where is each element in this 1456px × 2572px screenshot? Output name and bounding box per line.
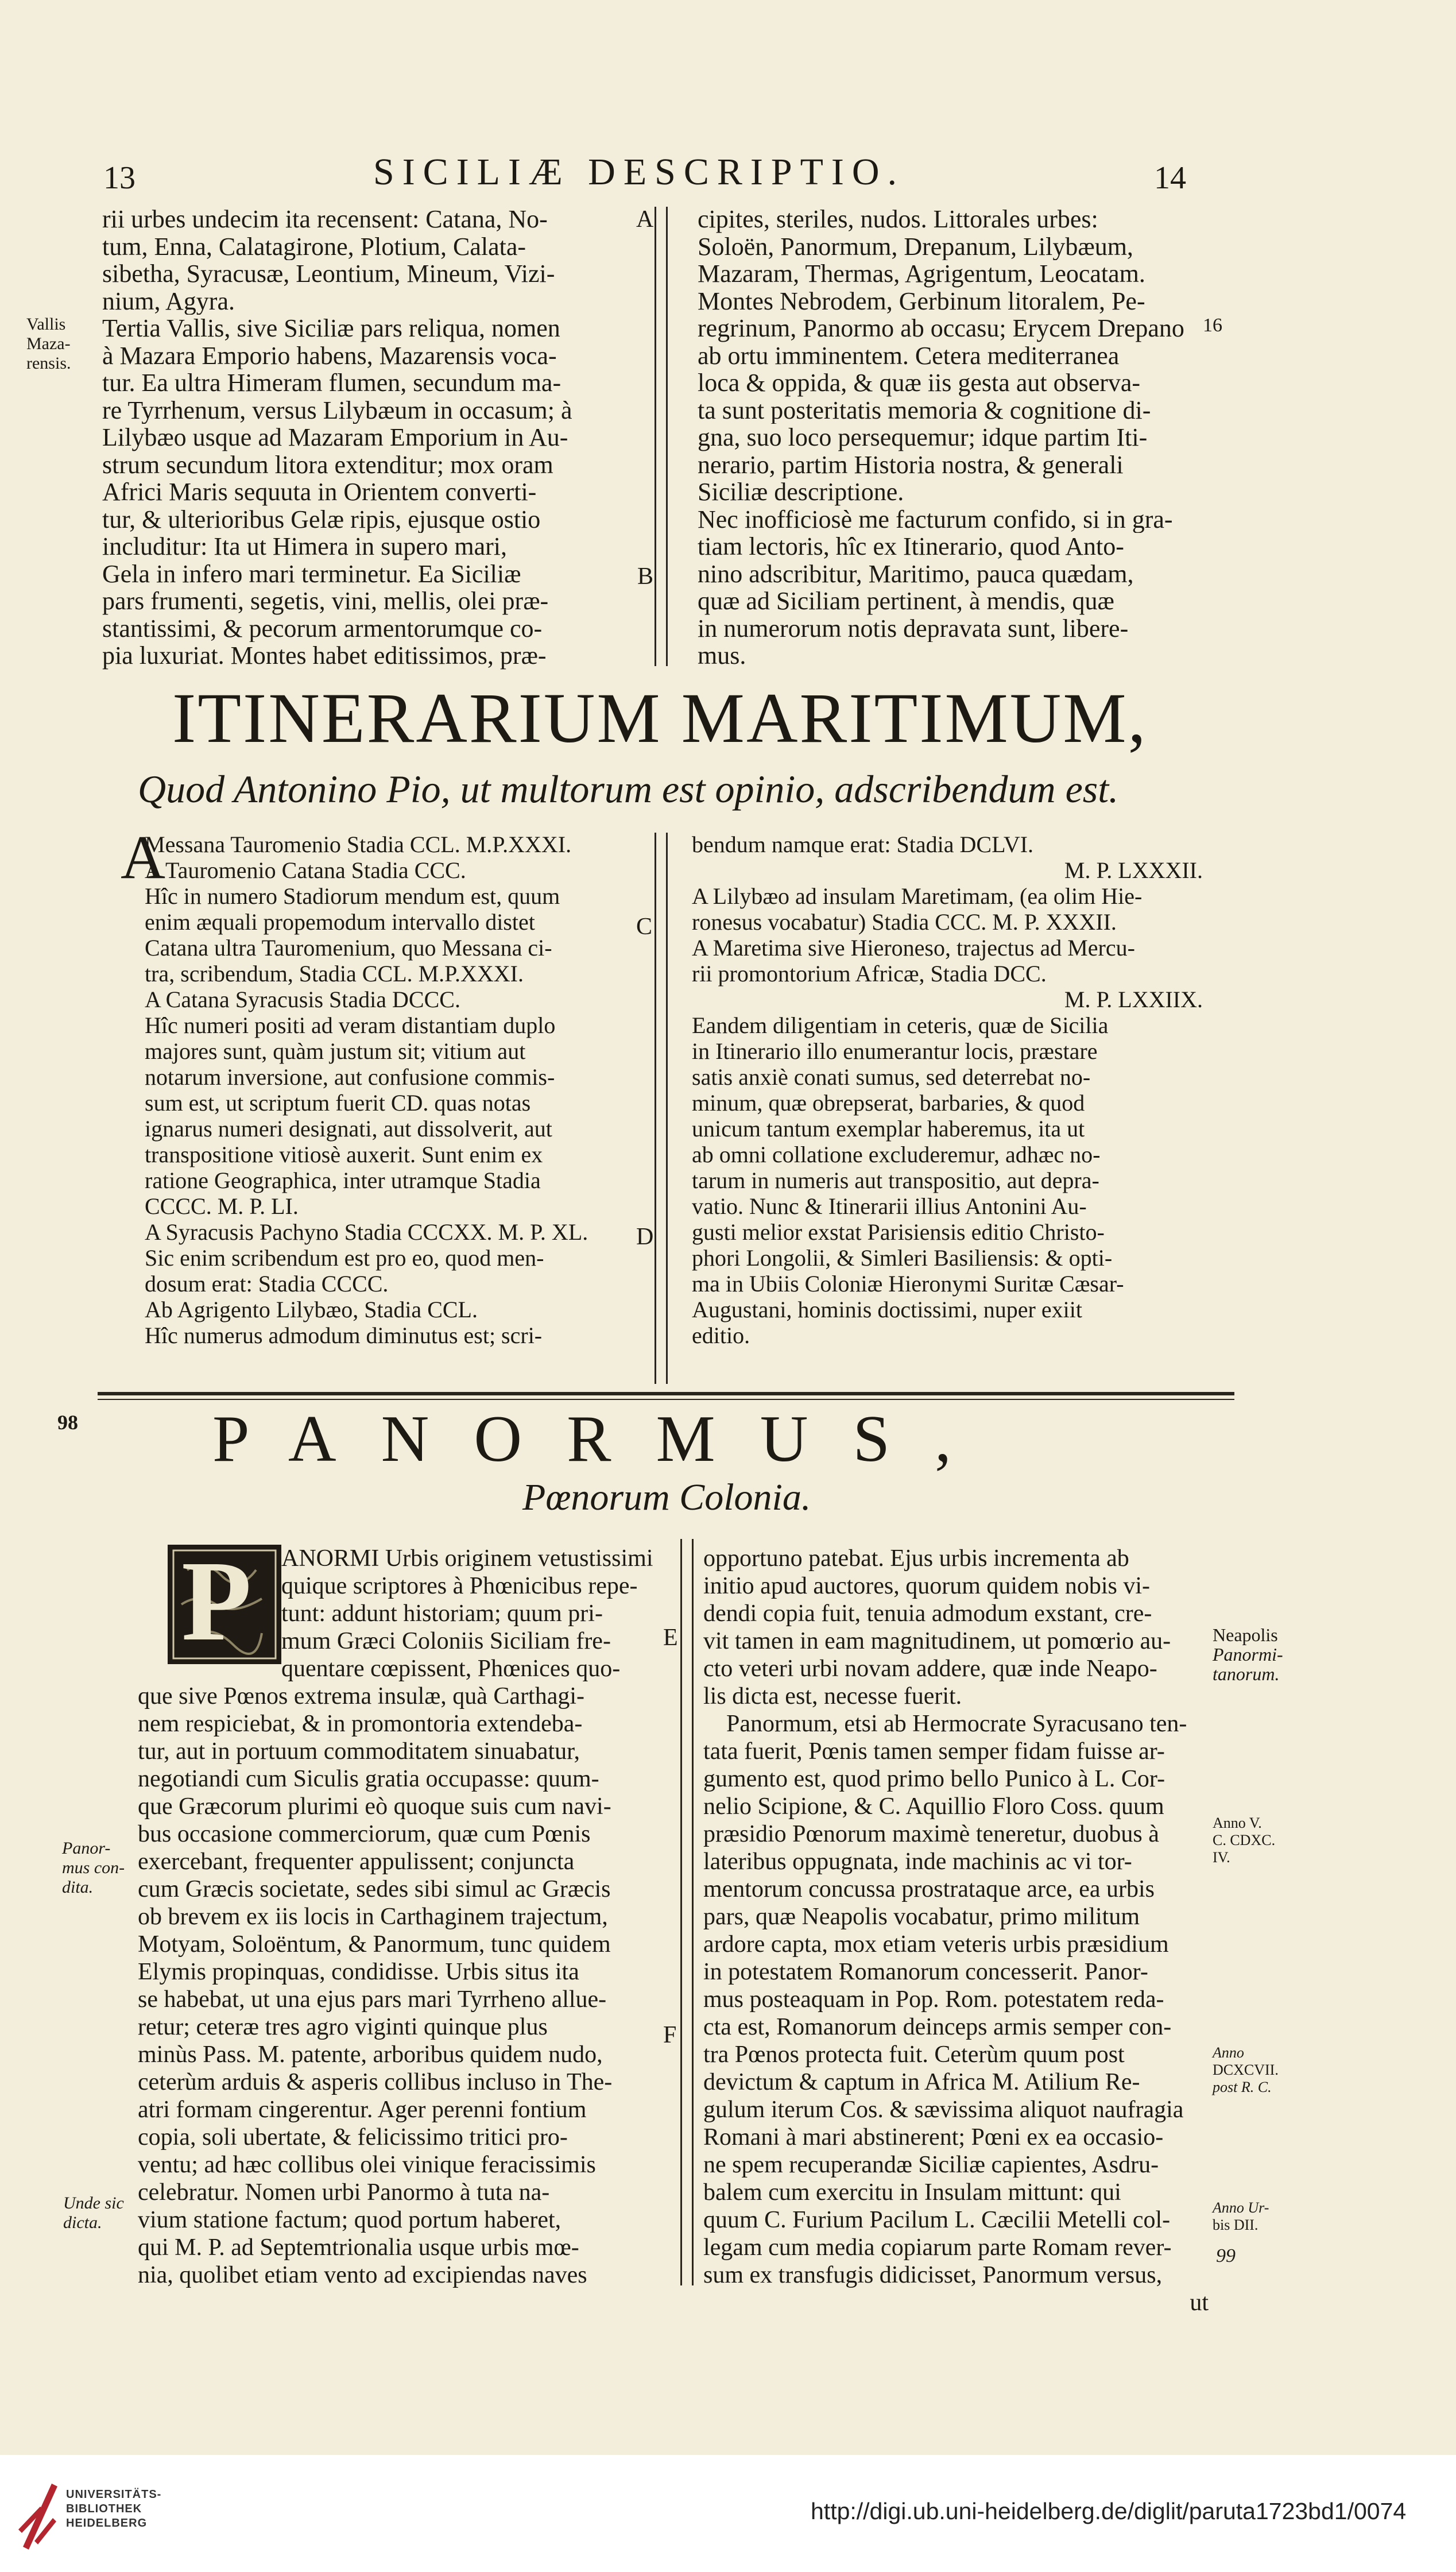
text-line: ta sunt posteritatis memoria & cognitione di- bbox=[698, 396, 1151, 424]
itinerarium-title: ITINERARIUM MARITIMUM, bbox=[172, 679, 1148, 757]
panormus-title: PANORMUS, bbox=[212, 1402, 996, 1476]
text-line: minùs Pass. M. patente, arboribus quidem nudo, bbox=[138, 2041, 603, 2068]
text-line: vium statione factum; quod portum haberet, bbox=[138, 2207, 562, 2233]
text-line: ventu; ad hæc collibus olei vinique feracissimis bbox=[138, 2152, 596, 2178]
text-line: mentorum concussa prostrataque arce, ea urbis bbox=[703, 1876, 1155, 1902]
text-line: Motyam, Soloëntum, & Panormum, tunc quidem bbox=[138, 1931, 611, 1958]
text-line: regrinum, Panormo ab occasu; Erycem Drepano bbox=[698, 315, 1184, 342]
text-line: Ab Agrigento Lilybæo, Stadia CCL. bbox=[145, 1297, 478, 1322]
text-line: mum Græci Coloniis Siciliam fre- bbox=[281, 1628, 611, 1654]
text-line: tra, scribendum, Stadia CCL. M.P.XXXI. bbox=[145, 961, 524, 987]
text-line: ut bbox=[1190, 2289, 1209, 2316]
text-line: in Itinerario illo enumerantur locis, præstare bbox=[692, 1038, 1098, 1064]
text-line: ardore capta, mox etiam veteris urbis præsidium bbox=[703, 1931, 1169, 1958]
panormus-right-column bbox=[703, 1545, 1209, 2316]
column-marker-f: F bbox=[663, 2022, 677, 2048]
source-url-link[interactable]: http://digi.ub.uni-heidelberg.de/diglit/paruta1723bd1/0074 bbox=[811, 2498, 1407, 2524]
text-line: mus posteaquam in Pop. Rom. potestatem reda- bbox=[703, 1986, 1164, 2013]
text-line: ma in Ubiis Coloniæ Hieronymi Suritæ Cæsar- bbox=[692, 1271, 1124, 1297]
text-line: ab ortu imminentem. Cetera mediterranea bbox=[698, 342, 1120, 369]
side-note-vallis: Vallis Maza- rensis. bbox=[26, 315, 71, 373]
side-note-neapolis: Neapolis Panormi- tanorum. bbox=[1213, 1625, 1283, 1684]
running-title: SICILIÆ DESCRIPTIO. bbox=[373, 151, 905, 193]
side-note-unde-dicta: Unde sic dicta. bbox=[63, 2194, 124, 2232]
text-line: gna, suo loco persequemur; idque partim Iti- bbox=[698, 424, 1148, 451]
text-line: ceterùm arduis & asperis collibus incluso in The- bbox=[138, 2069, 613, 2095]
text-line: tarum in numeris aut transpositio, aut depra- bbox=[692, 1167, 1099, 1193]
text-line: tunt: addunt historiam; quum pri- bbox=[281, 1600, 603, 1627]
text-line: quentare cœpissent, Phœnices quo- bbox=[281, 1656, 621, 1682]
text-line: Montes Nebrodem, Gerbinum litoralem, Pe- bbox=[698, 287, 1145, 315]
text-line: Panormum, etsi ab Hermocrate Syracusano ten- bbox=[726, 1711, 1187, 1737]
panormus-leading-number: 98 bbox=[57, 1411, 78, 1434]
text-line: retur; ceteræ tres agro viginti quinque plus bbox=[138, 2014, 548, 2040]
section-divider bbox=[98, 1392, 1234, 1395]
side-note-anno-v: Anno V. C. CDXC. IV. bbox=[1213, 1815, 1276, 1866]
text-line: mus. bbox=[698, 642, 746, 670]
panormus-left-column bbox=[138, 1545, 655, 2289]
text-line: ob brevem ex iis locis in Carthaginem trajectum, bbox=[138, 1904, 608, 1930]
text-line: enim æquali propemodum intervallo distet bbox=[145, 909, 535, 935]
text-line: legam cum media copiarum parte Romam rever- bbox=[703, 2234, 1172, 2261]
text-line: A Syracusis Pachyno Stadia CCCXX. M. P. XL. bbox=[145, 1219, 588, 1245]
text-line: celebratur. Nomen urbi Panormo à tuta na- bbox=[138, 2179, 550, 2206]
text-line: Siciliæ descriptione. bbox=[698, 478, 904, 506]
text-line: editio. bbox=[692, 1322, 750, 1348]
text-line: Soloën, Panormum, Drepanum, Lilybæum, bbox=[698, 233, 1133, 260]
text-line: in numerorum notis depravata sunt, libere- bbox=[698, 614, 1129, 642]
text-line: notarum inversione, aut confusione commis- bbox=[145, 1064, 555, 1090]
panormus-subtitle: Pœnorum Colonia. bbox=[522, 1476, 811, 1518]
text-line: Hîc numerus admodum diminutus est; scri- bbox=[145, 1322, 543, 1348]
column-marker-e: E bbox=[663, 1625, 678, 1651]
text-line: rii promontorium Africæ, Stadia DCC. bbox=[692, 961, 1047, 987]
text-line: transpositione vitiosè auxerit. Sunt enim ex bbox=[145, 1142, 543, 1167]
itinerarium-subtitle: Quod Antonino Pio, ut multorum est opinio, adscribendum est. bbox=[138, 767, 1119, 811]
text-line: CCCC. M. P. LI. bbox=[145, 1193, 299, 1219]
text-line: majores sunt, quàm justum sit; vitium aut bbox=[145, 1038, 526, 1064]
text-line: rii urbes undecim ita recensent: Catana, No- bbox=[102, 206, 548, 233]
text-line: ignarus numeri designati, aut dissolverit, aut bbox=[145, 1116, 552, 1142]
text-line: que sive Pœnos extrema insulæ, quà Carthagi- bbox=[138, 1683, 585, 1709]
text-line: ratione Geographica, inter utramque Stadia bbox=[145, 1167, 541, 1193]
page-number-right: 14 bbox=[1154, 160, 1186, 196]
text-line: tur. Ea ultra Himeram flumen, secundum ma- bbox=[102, 369, 562, 397]
text-line: ab omni collatione excluderemur, adhæc no- bbox=[692, 1142, 1101, 1167]
text-line: negotiandi cum Siculis gratia occupasse: quum- bbox=[138, 1766, 599, 1792]
text-line: Africi Maris sequuta in Orientem converti- bbox=[102, 478, 537, 506]
side-note-panormus-condita: Panor- mus con- dita. bbox=[62, 1839, 125, 1897]
column-marker-c: C bbox=[636, 914, 653, 940]
column-rule-panormus bbox=[680, 1539, 682, 2285]
text-line: Sic enim scribendum est pro eo, quod men- bbox=[145, 1245, 544, 1271]
text-line: nerario, partim Historia nostra, & generali bbox=[698, 451, 1124, 478]
page-number-left: 13 bbox=[103, 160, 135, 196]
text-line: à Mazara Emporio habens, Mazarensis voca- bbox=[102, 342, 557, 369]
column-marker-b: B bbox=[637, 563, 654, 590]
text-line: balem cum exercitu in Insulam mittunt: qui bbox=[703, 2179, 1121, 2206]
text-line: cta est, Romanorum deinceps armis semper con- bbox=[703, 2014, 1172, 2040]
text-line: quum C. Furium Pacilum L. Cæcilii Metelli col- bbox=[703, 2207, 1171, 2233]
text-line: tum, Enna, Calatagirone, Plotium, Calata- bbox=[102, 233, 526, 260]
text-line: A Catana Syracusis Stadia DCCC. bbox=[145, 987, 460, 1012]
text-line: Hîc in numero Stadiorum mendum est, quum bbox=[145, 883, 560, 909]
text-line: A Tauromenio Catana Stadia CCC. bbox=[145, 857, 466, 883]
column-rule-itinerarium-2 bbox=[666, 833, 668, 1384]
text-line: minum, quæ obrepserat, barbaries, & quod bbox=[692, 1090, 1085, 1116]
text-line: strum secundum litora extenditur; mox oram bbox=[102, 451, 553, 478]
text-line: Tertia Vallis, sive Siciliæ pars reliqua, nomen bbox=[102, 315, 560, 342]
text-line: nium, Agyra. bbox=[102, 287, 235, 315]
text-line: tiam lectoris, hîc ex Itinerario, quod Anto- bbox=[698, 533, 1124, 560]
text-line: sum est, ut scriptum fuerit CD. quas notas bbox=[145, 1090, 531, 1116]
text-line: tur, & ulterioribus Gelæ ripis, ejusque ostio bbox=[102, 505, 541, 533]
text-line: bendum namque erat: Stadia DCLVI. bbox=[692, 831, 1034, 857]
margin-number-16: 16 bbox=[1203, 315, 1222, 336]
text-line: nino adscribitur, Maritimo, pauca quædam, bbox=[698, 560, 1134, 587]
text-line: pars, quæ Neapolis vocabatur, primo militum bbox=[703, 1904, 1140, 1930]
text-line: quæ ad Siciliam pertinent, à mendis, quæ bbox=[698, 587, 1114, 615]
text-line: A Lilybæo ad insulam Maretimam, (ea olim Hie- bbox=[692, 883, 1143, 909]
text-line: dendi copia fuit, tenuia admodum exstant, cre- bbox=[703, 1600, 1152, 1627]
column-rule-panormus-2 bbox=[692, 1539, 694, 2285]
text-line: que Græcorum plurimi eò quoque suis cum navi- bbox=[138, 1793, 611, 1820]
text-line: ronesus vocabatur) Stadia CCC. M. P. XXXII. bbox=[692, 909, 1117, 935]
text-line: Messana Tauromenio Stadia CCL. M.P.XXXI. bbox=[145, 831, 572, 857]
text-line: opportuno patebat. Ejus urbis incrementa ab bbox=[703, 1545, 1129, 1572]
drop-cap-p: P bbox=[181, 1538, 252, 1665]
text-line: cto veteri urbi novam addere, quæ inde Neapo- bbox=[703, 1656, 1157, 1682]
text-line: Mazaram, Thermas, Agrigentum, Leocatam. bbox=[698, 260, 1145, 288]
text-line: Catana ultra Tauromenium, quo Messana ci- bbox=[145, 935, 552, 961]
text-line: pars frumenti, segetis, vini, mellis, olei præ- bbox=[102, 587, 549, 615]
text-line: satis anxiè conati sumus, sed deterrebat no- bbox=[692, 1064, 1091, 1090]
text-line: includitur: Ita ut Himera in supero mari, bbox=[102, 533, 508, 560]
top-left-column bbox=[102, 206, 626, 670]
text-line: M. P. LXXXII. bbox=[1064, 857, 1203, 883]
text-line: lateribus oppugnata, inde machinis ac vi tor- bbox=[703, 1848, 1132, 1875]
text-line: initio apud auctores, quorum quidem nobis vi- bbox=[703, 1573, 1151, 1599]
text-line: M. P. LXXIIX. bbox=[1064, 987, 1203, 1012]
text-line: præsidio Pœnorum maximè teneretur, duobus à bbox=[703, 1821, 1159, 1847]
text-line: sum ex transfugis didicisset, Panormum versus, bbox=[703, 2262, 1163, 2288]
column-marker-a: A bbox=[636, 206, 654, 233]
text-line: se habebat, ut una ejus pars mari Tyrrheno allue- bbox=[138, 1986, 607, 2013]
margin-number-99: 99 bbox=[1216, 2245, 1236, 2267]
text-line: nelio Scipione, & C. Aquillio Floro Coss. quum bbox=[703, 1793, 1164, 1820]
text-line: sibetha, Syracusæ, Leontium, Mineum, Vizi- bbox=[102, 260, 555, 288]
text-line: pia luxuriat. Montes habet editissimos, præ- bbox=[102, 642, 547, 670]
text-line: exercebant, frequenter appulissent; conjuncta bbox=[138, 1848, 575, 1875]
text-line: Gela in infero mari terminetur. Ea Siciliæ bbox=[102, 560, 521, 587]
text-line: Lilybæo usque ad Mazaram Emporium in Au- bbox=[102, 424, 568, 451]
text-line: devictum & captum in Africa M. Atilium Re- bbox=[703, 2069, 1140, 2095]
text-line: lis dicta est, necesse fuerit. bbox=[703, 1683, 962, 1709]
text-line: tur, aut in portuum commoditatem sinuabatur, bbox=[138, 1738, 580, 1765]
footer-bar bbox=[0, 2455, 1456, 2572]
text-line: ANORMI Urbis originem vetustissimi bbox=[281, 1545, 653, 1572]
text-line: stantissimi, & pecorum armentorumque co- bbox=[102, 614, 543, 642]
text-line: qui M. P. ad Septemtrionalia usque urbis mœ- bbox=[138, 2234, 579, 2261]
text-line: atri formam cingerentur. Ager perenni fontium bbox=[138, 2097, 587, 2123]
side-note-anno-dcxcvii: Anno DCXCVII. post R. C. bbox=[1213, 2044, 1279, 2095]
text-line: tra Pœnos protecta fuit. Ceterùm quum post bbox=[703, 2041, 1125, 2068]
text-line: gusti melior exstat Parisiensis editio Christo- bbox=[692, 1219, 1105, 1245]
itinerarium-right-column bbox=[692, 831, 1203, 1348]
column-marker-d: D bbox=[636, 1224, 654, 1250]
text-line: unicum tantum exemplar haberemus, ita ut bbox=[692, 1116, 1085, 1142]
text-line: A Maretima sive Hieroneso, trajectus ad Mercu- bbox=[692, 935, 1135, 961]
text-line: gulum iterum Cos. & sævissima aliquot naufragia bbox=[703, 2097, 1184, 2123]
text-line: cum Græcis societate, sedes sibi simul ac Græcis bbox=[138, 1876, 611, 1902]
column-rule-itinerarium bbox=[655, 833, 656, 1384]
text-line: re Tyrrhenum, versus Lilybæum in occasum; à bbox=[102, 396, 572, 424]
text-line: phori Longolii, & Simleri Basiliensis: & opti- bbox=[692, 1245, 1113, 1271]
text-line: bus occasione commerciorum, quæ cum Pœnis bbox=[138, 1821, 591, 1847]
top-right-column bbox=[698, 206, 1197, 670]
text-line: gumento est, quod primo bello Punico à L. Cor- bbox=[703, 1766, 1165, 1792]
text-line: dosum erat: Stadia CCCC. bbox=[145, 1271, 389, 1297]
text-line: Nec inofficiosè me facturum confido, si in gra- bbox=[698, 505, 1173, 533]
text-line: Romani à mari abstinerent; Pœni ex ea occasio- bbox=[703, 2124, 1164, 2151]
text-line: tata fuerit, Pœnis tamen semper fidam fuisse ar- bbox=[703, 1738, 1165, 1765]
text-line: quique scriptores à Phœnicibus repe- bbox=[281, 1573, 638, 1599]
text-line: nem respiciebat, & in promontoria extendeba- bbox=[138, 1711, 583, 1737]
university-logo-icon bbox=[17, 2472, 59, 2552]
text-line: Eandem diligentiam in ceteris, quæ de Sicilia bbox=[692, 1012, 1109, 1038]
text-line: vatio. Nunc & Itinerarii illius Antonini Au- bbox=[692, 1193, 1087, 1219]
text-line: Augustani, hominis doctissimi, nuper exiit bbox=[692, 1297, 1082, 1322]
text-line: cipites, steriles, nudos. Littorales urbes: bbox=[698, 206, 1098, 233]
section-divider-thin bbox=[98, 1399, 1234, 1400]
text-line: vit tamen in eam magnitudinem, ut pomœrio au- bbox=[703, 1628, 1171, 1654]
text-line: Hîc numeri positi ad veram distantiam duplo bbox=[145, 1012, 556, 1038]
side-note-anno-urbis: Anno Ur- bis DII. bbox=[1213, 2199, 1269, 2233]
university-logo-text: UNIVERSITÄTS- BIBLIOTHEK HEIDELBERG bbox=[66, 2488, 162, 2530]
text-line: Elymis propinquas, condidisse. Urbis situs ita bbox=[138, 1959, 579, 1985]
itinerarium-left-column bbox=[145, 831, 633, 1348]
column-rule-top-2 bbox=[666, 207, 668, 666]
text-line: copia, soli ubertate, & felicissimo tritici pro- bbox=[138, 2124, 568, 2151]
text-line: in potestatem Romanorum concesserit. Panor- bbox=[703, 1959, 1148, 1985]
text-line: loca & oppida, & quæ iis gesta aut observa- bbox=[698, 369, 1141, 397]
drop-cap-a: A bbox=[121, 823, 165, 892]
text-line: nia, quolibet etiam vento ad excipiendas naves bbox=[138, 2262, 587, 2288]
text-line: ne spem recuperandæ Siciliæ capientes, Asdru- bbox=[703, 2152, 1159, 2178]
column-rule-top bbox=[655, 207, 656, 666]
